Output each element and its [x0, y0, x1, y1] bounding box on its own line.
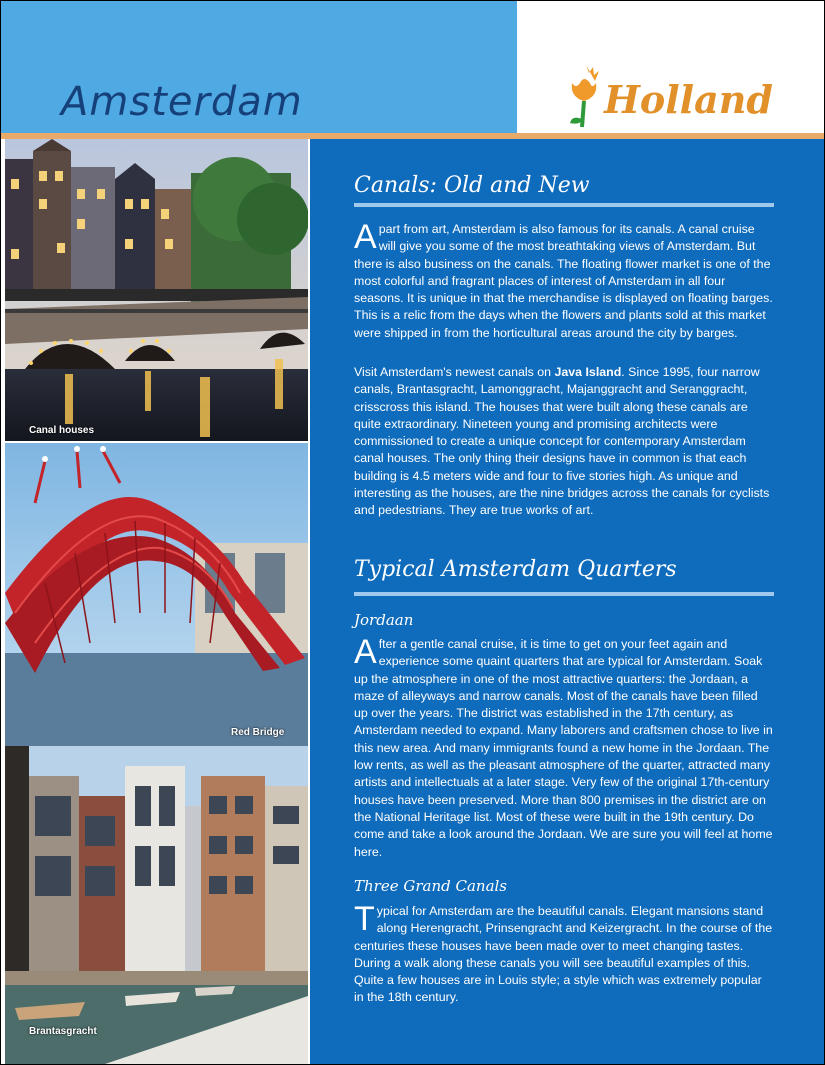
photo-canal-houses	[5, 139, 308, 441]
section-title-quarters: Typical Amsterdam Quarters	[354, 557, 677, 582]
tulip-icon	[570, 65, 599, 127]
drop-cap: A	[354, 218, 377, 256]
canals-paragraph-2: Visit Amsterdam's newest canals on Java Island. Since 1995, four narrow canals, Brantasgracht, Lamonggracht, Majanggracht and Seranggracht, crisscross this island. The houses that were built along these canals are quite extraordinary. Nineteen young and promising architects were commissioned to create a unique concept for contemporary Amsterdam canal houses. The only thing their designs have in common is that each building is 4.5 meters wide and four to five stories high. As unique and interesting as the houses, are the nine bridges across the canals for cyclists and pedestrians. They are true works of art.	[354, 365, 770, 518]
header-banner	[1, 1, 517, 133]
drop-cap: A	[354, 633, 377, 671]
section-title-canals: Canals: Old and New	[354, 173, 590, 198]
article-column	[310, 139, 824, 1064]
section-divider	[354, 203, 774, 207]
photo-caption: Red Bridge	[231, 727, 285, 738]
subsection-title-grand-canals: Three Grand Canals	[354, 877, 508, 895]
section-divider	[354, 592, 774, 596]
photo-caption: Brantasgracht	[29, 1026, 97, 1037]
logo-text: Holland.	[604, 77, 774, 122]
jordaan-paragraph: After a gentle canal cruise, it is time to get on your feet again and experience some quaint quarters that are typical for Amsterdam. Soak up the atmosphere in one of the most attractive quarters: the Jordaan, a maze of alleyways and narrow canals. Most of the canals have been filled up over the years. The district was established in the 17th century, as Amsterdam needed to expand. Many laborers and craftsmen chose to live in this new area. And many immigrants found a new home in the Jordaan. The low rents, as well as the pleasant atmosphere of the quarter, attracted many artists and intellectuals at a later stage. Very few of the original 17th-century houses have been preserved. More than 800 premises in the district are on the National Heritage list. Most of these were built in the 19th century. Do come and take a look around the Jordaan. We are sure you will feel at home here.	[354, 633, 773, 859]
photo-brantasgracht	[5, 746, 308, 1064]
photo-red-bridge	[5, 443, 308, 746]
page-title: Amsterdam	[61, 79, 303, 125]
drop-cap: T	[354, 900, 375, 938]
java-island-emphasis: Java Island	[554, 365, 622, 379]
holland-logo	[564, 61, 774, 136]
photo-caption: Canal houses	[29, 425, 95, 436]
canals-paragraph-1: Apart from art, Amsterdam is also famous for its canals. A canal cruise will give you some of the most breathtaking views of Amsterdam. But there is also business on the canals. The floating flower market is one of the most colorful and fragrant places of interest of Amsterdam in all four seasons. It is unique in that the merchandise is displayed on floating barges. This is a relic from the days when the flowers and plants sold at this market were shipped in from the horticultural areas around the city by barges.	[354, 218, 773, 340]
subsection-title-jordaan: Jordaan	[354, 611, 414, 629]
grand-canals-paragraph: Typical for Amsterdam are the beautiful canals. Elegant mansions stand along Herengracht, Prinsengracht and Keizergracht. In the course of the centuries these houses have been made over to meet changing tastes. During a walk along these canals you will see beautiful examples of this. Quite a few houses are in Louis style; a style which was extremely popular in the 18th century.	[354, 900, 773, 1005]
